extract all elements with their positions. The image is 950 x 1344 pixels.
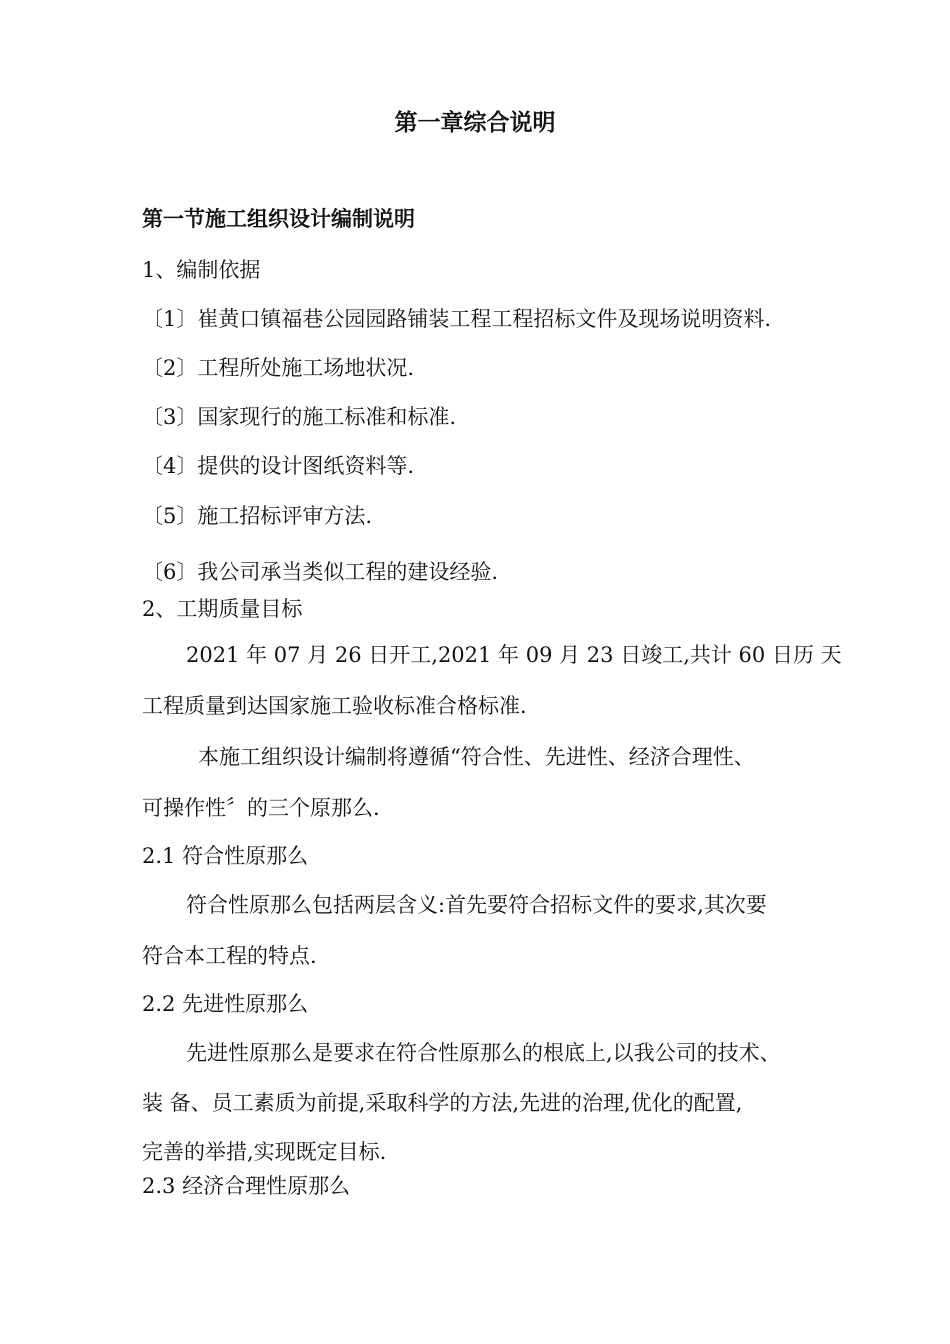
p22-line-3: 完善的举措,实现既定目标. <box>142 1140 387 1164</box>
chapter-title: 第一章综合说明 <box>394 110 556 136</box>
basis-item-2: 〔2〕工程所处施工场地状况. <box>142 356 415 380</box>
basis-item-6: 〔6〕我公司承当类似工程的建设经验. <box>142 560 499 584</box>
schedule-line: 2021 年 07 月 26 日开工,2021 年 09 月 23 日竣工,共计 60 日历 天 <box>186 643 842 667</box>
goals-heading: 2、工期质量目标 <box>142 597 303 621</box>
principle-intro-line-1: 本施工组织设计编制将遵循“符合性、先进性、经济合理性、 <box>198 745 755 769</box>
basis-item-4: 〔4〕提供的设计图纸资料等. <box>142 454 415 478</box>
p21-heading: 2.1 符合性原那么 <box>142 844 309 868</box>
p22-line-2: 装 备、员工素质为前提,采取科学的方法,先进的治理,优化的配置, <box>142 1091 743 1115</box>
p22-line-1: 先进性原那么是要求在符合性原那么的根底上,以我公司的技术、 <box>186 1041 781 1065</box>
basis-item-5: 〔5〕施工招标评审方法. <box>142 504 373 528</box>
p21-line-1: 符合性原那么包括两层含义:首先要符合招标文件的要求,其次要 <box>186 893 767 917</box>
principle-intro-line-2: 可操作性〞的三个原那么. <box>142 796 380 820</box>
basis-heading: 1、编制依据 <box>142 258 261 282</box>
p21-line-2: 符合本工程的特点. <box>142 944 317 968</box>
basis-item-3: 〔3〕国家现行的施工标准和标准. <box>142 405 457 429</box>
p22-heading: 2.2 先进性原那么 <box>142 992 309 1016</box>
quality-line: 工程质量到达国家施工验收标准合格标准. <box>142 694 527 718</box>
basis-item-1: 〔1〕崔黄口镇福巷公园园路铺装工程工程招标文件及现场说明资料. <box>142 307 772 331</box>
p23-heading: 2.3 经济合理性原那么 <box>142 1174 351 1198</box>
section-title: 第一节施工组织设计编制说明 <box>142 207 415 231</box>
